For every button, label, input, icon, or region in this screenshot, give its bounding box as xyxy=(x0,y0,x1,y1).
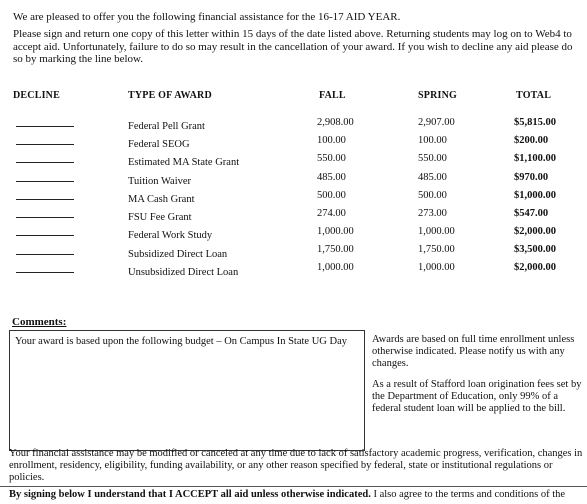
spring-amount: 1,000.00 xyxy=(418,226,455,237)
spring-amount: 1,000.00 xyxy=(418,262,455,273)
header-type-of-award: TYPE OF AWARD xyxy=(128,90,212,101)
fall-amount: 485.00 xyxy=(317,172,346,183)
header-spring: SPRING xyxy=(418,90,457,101)
decline-line-subsidized[interactable] xyxy=(16,254,74,255)
fall-amount: 2,908.00 xyxy=(317,117,354,128)
award-type: Federal Work Study xyxy=(128,230,213,241)
award-type: Estimated MA State Grant xyxy=(128,157,240,168)
fall-amount: 500.00 xyxy=(317,190,346,201)
decline-line-pell[interactable] xyxy=(16,126,74,127)
total-amount: $2,000.00 xyxy=(514,262,556,273)
award-type: Subsidized Direct Loan xyxy=(128,249,228,260)
spring-amount: 1,750.00 xyxy=(418,244,455,255)
modification-paragraph: Your financial assistance may be modified or canceled at any time due to lack of satisfactory academic progress, verification, changes in enrollment, residency, eligibility, funding availability, or any other reason specified by federal, state or institutional regulations or policies. xyxy=(9,448,583,483)
award-type: Unsubsidized Direct Loan xyxy=(128,267,239,278)
spring-amount: 500.00 xyxy=(418,190,447,201)
award-type: Tuition Waiver xyxy=(128,176,192,187)
spring-amount: 273.00 xyxy=(418,208,447,219)
spring-amount: 2,907.00 xyxy=(418,117,455,128)
divider-line xyxy=(0,486,587,487)
total-amount: $970.00 xyxy=(514,172,549,183)
fall-amount: 100.00 xyxy=(317,135,346,146)
fall-amount: 274.00 xyxy=(317,208,346,219)
instructions-paragraph: Please sign and return one copy of this letter within 15 days of the date listed above. Returning students may log on to Web4 to accept aid. Unfortunately, failure to do so may result in the cancellation of your award. If you wish to decline any aid please do so by marking the line below. xyxy=(13,28,573,65)
comments-text: Your award is based upon the following budget – On Campus In State UG Day xyxy=(15,336,347,347)
comments-label: Comments: xyxy=(12,316,67,328)
header-fall: FALL xyxy=(319,90,346,101)
fall-amount: 1,000.00 xyxy=(317,262,354,273)
fall-amount: 550.00 xyxy=(317,153,346,164)
loan-fee-note: As a result of Stafford loan origination fees set by the Department of Education, only 99% of a federal student loan will be applied to the bill. xyxy=(372,379,582,414)
total-amount: $200.00 xyxy=(514,135,549,146)
total-amount: $547.00 xyxy=(514,208,549,219)
header-total: TOTAL xyxy=(516,90,552,101)
comments-box xyxy=(9,330,365,451)
total-amount: $1,000.00 xyxy=(514,190,556,201)
total-amount: $1,100.00 xyxy=(514,153,556,164)
decline-line-work-study[interactable] xyxy=(16,235,74,236)
decline-line-ma-cash[interactable] xyxy=(16,199,74,200)
spring-amount: 100.00 xyxy=(418,135,447,146)
intro-line: We are pleased to offer you the following financial assistance for the 16-17 AID YEAR. xyxy=(13,11,401,23)
signing-statement xyxy=(9,489,565,500)
signing-terms-text: I also agree to the terms and conditions of the xyxy=(370,489,566,500)
total-amount: $2,000.00 xyxy=(514,226,556,237)
spring-amount: 485.00 xyxy=(418,172,447,183)
decline-line-tuition-waiver[interactable] xyxy=(16,181,74,182)
award-type: Federal SEOG xyxy=(128,139,190,150)
award-type: FSU Fee Grant xyxy=(128,212,192,223)
total-amount: $5,815.00 xyxy=(514,117,556,128)
header-decline: DECLINE xyxy=(13,90,60,101)
decline-line-ma-state[interactable] xyxy=(16,162,74,163)
decline-line-fsu-fee[interactable] xyxy=(16,217,74,218)
award-type: MA Cash Grant xyxy=(128,194,195,205)
enrollment-note: Awards are based on full time enrollment unless otherwise indicated. Please notify us with any changes. xyxy=(372,334,575,369)
fall-amount: 1,000.00 xyxy=(317,226,354,237)
award-type: Federal Pell Grant xyxy=(128,121,205,132)
spring-amount: 550.00 xyxy=(418,153,447,164)
decline-line-seog[interactable] xyxy=(16,144,74,145)
fall-amount: 1,750.00 xyxy=(317,244,354,255)
signing-accept-text: By signing below I understand that I ACCEPT all aid unless otherwise indicated. xyxy=(9,489,371,500)
total-amount: $3,500.00 xyxy=(514,244,556,255)
decline-line-unsubsidized[interactable] xyxy=(16,272,74,273)
